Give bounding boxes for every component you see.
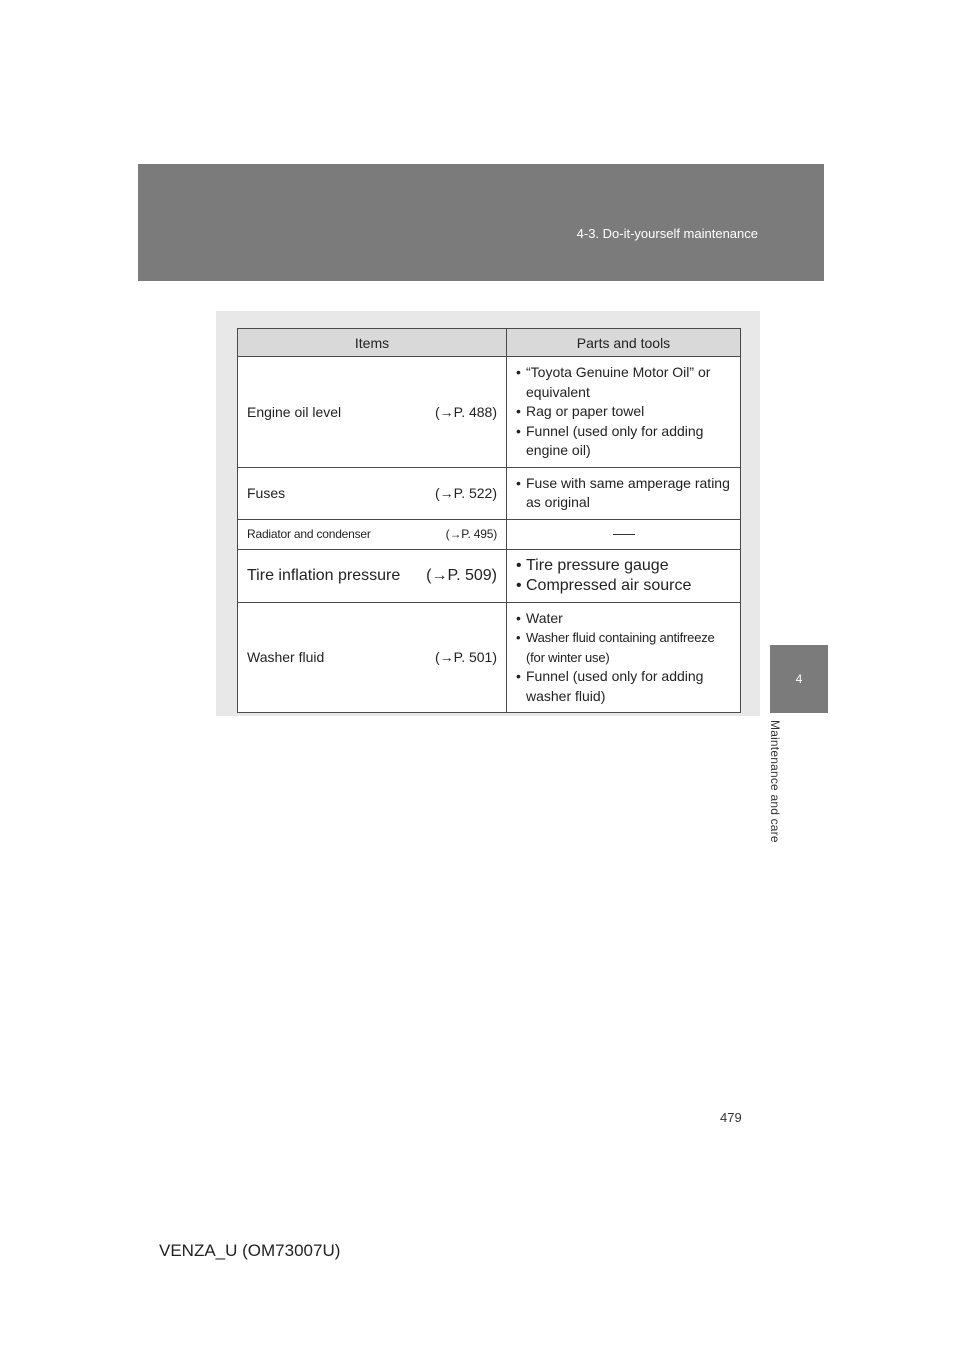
section-title: 4-3. Do-it-yourself maintenance	[576, 226, 758, 241]
parts-cell	[507, 519, 741, 549]
parts-cell	[507, 549, 741, 602]
column-header-parts: Parts and tools	[507, 329, 741, 357]
table-row	[238, 519, 741, 549]
page-reference: (→P. 501)	[435, 649, 497, 666]
header-band	[138, 164, 824, 281]
parts-cell	[507, 357, 741, 468]
empty-dash	[613, 534, 635, 535]
list-item: • Compressed air source	[513, 576, 734, 596]
parts-list	[513, 363, 734, 461]
item-cell	[238, 467, 507, 519]
table-row	[238, 357, 741, 468]
list-item: • Funnel (used only for adding engine oil)	[513, 422, 734, 461]
page-reference: (→P. 522)	[435, 485, 497, 501]
list-item: • Rag or paper towel	[513, 402, 734, 422]
table-row	[238, 602, 741, 713]
maintenance-parts-table	[237, 328, 741, 713]
item-name: Fuses	[247, 485, 286, 501]
list-item: • Funnel (used only for adding washer fluid)	[513, 667, 734, 706]
list-item: • Washer fluid containing antifreeze (for winter use)	[513, 628, 734, 667]
chapter-number: 4	[795, 672, 803, 686]
item-name: Radiator and condenser	[247, 527, 371, 541]
parts-list	[513, 556, 734, 596]
chapter-label	[768, 720, 798, 870]
item-name: Washer fluid	[247, 649, 325, 666]
item-cell	[238, 602, 507, 713]
item-name: Engine oil level	[247, 403, 342, 420]
chapter-tab	[770, 645, 828, 713]
parts-cell	[507, 602, 741, 713]
document-id: VENZA_U (OM73007U)	[159, 1241, 341, 1260]
column-header-items: Items	[238, 329, 507, 357]
chapter-label-text: Maintenance and care	[768, 720, 782, 843]
table-header-row	[238, 329, 741, 357]
item-name: Tire inflation pressure	[247, 566, 401, 584]
item-cell	[238, 357, 507, 468]
item-cell	[238, 549, 507, 602]
list-item: • Water	[513, 609, 734, 629]
page-reference: (→P. 488)	[435, 403, 497, 420]
page-reference: (→P. 509)	[426, 566, 497, 584]
page-reference: (→P. 495)	[445, 527, 497, 541]
page-number: 479	[720, 1110, 742, 1125]
item-cell	[238, 519, 507, 549]
table-row	[238, 549, 741, 602]
table-panel	[216, 311, 760, 716]
table-row	[238, 467, 741, 519]
parts-list	[513, 474, 734, 513]
parts-list	[513, 609, 734, 707]
list-item: • Fuse with same amperage rating as original	[513, 474, 734, 513]
parts-cell	[507, 467, 741, 519]
list-item: • “Toyota Genuine Motor Oil” or equivalent	[513, 363, 734, 402]
list-item: • Tire pressure gauge	[513, 556, 734, 576]
